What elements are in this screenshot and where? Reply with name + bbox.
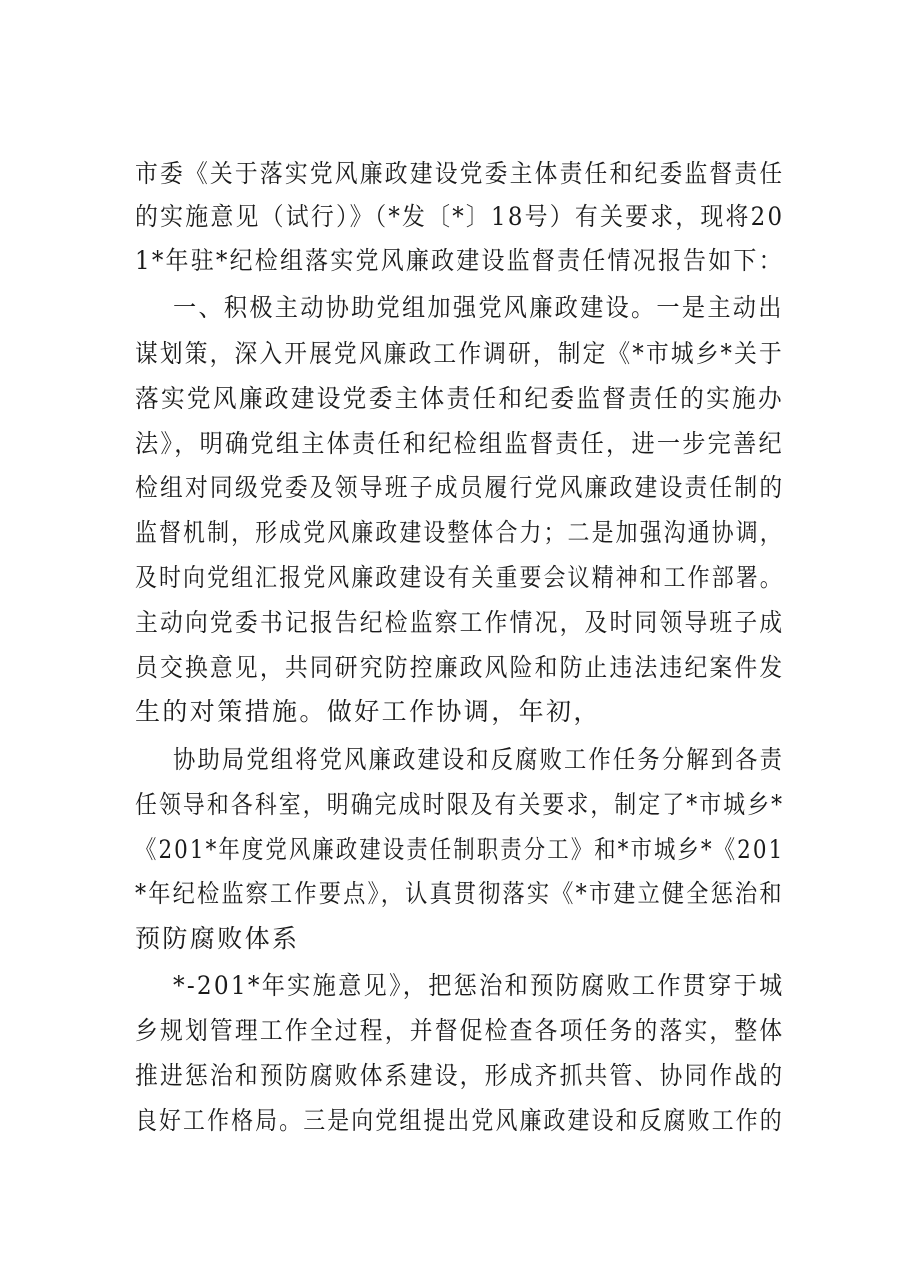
paragraph-4-line-4: 良好工作格局。三是向党组提出党风廉政建设和反腐败工作的 bbox=[135, 1106, 784, 1135]
paragraph-3-line-2: 任领导和各科室，明确完成时限及有关要求，制定了*市城乡* bbox=[135, 790, 785, 819]
paragraph-4-line-1: *-201*年实施意见》，把惩治和预防腐败工作贯穿于城 bbox=[173, 971, 785, 1000]
paragraph-1-line-1: 市委《关于落实党风廉政建设党委主体责任和纪委监督责任 bbox=[135, 159, 785, 188]
paragraph-2-line-8: 主动向党委书记报告纪检监察工作情况，及时同领导班子成 bbox=[135, 608, 785, 637]
paragraph-1-line-3: 1*年驻*纪检组落实党风廉政建设监督责任情况报告如下： bbox=[135, 246, 784, 275]
paragraph-2-line-9: 员交换意见，共同研究防控廉政风险和防止违法违纪案件发 bbox=[135, 653, 785, 682]
paragraph-3-line-4: *年纪检监察工作要点》，认真贯彻落实《*市建立健全惩治和 bbox=[135, 879, 784, 908]
paragraph-1-line-2: 的实施意见（试行）》（*发〔*〕18号）有关要求，现将20 bbox=[135, 202, 785, 231]
paragraph-2-line-3: 落实党风廉政建设党委主体责任和纪委监督责任的实施办 bbox=[135, 384, 784, 413]
paragraph-2-line-1: 一、积极主动协助党组加强党风廉政建设。一是主动出 bbox=[173, 293, 784, 322]
paragraph-4-line-3: 推进惩治和预防腐败体系建设，形成齐抓共管、协同作战的 bbox=[135, 1061, 785, 1090]
paragraph-3-line-1: 协助局党组将党风廉政建设和反腐败工作任务分解到各责 bbox=[173, 745, 785, 774]
paragraph-4-line-2: 乡规划管理工作全过程，并督促检查各项任务的落实，整体 bbox=[135, 1016, 785, 1045]
paragraph-2-line-7: 及时向党组汇报党风廉政建设有关重要会议精神和工作部署。 bbox=[135, 563, 784, 592]
paragraph-2-line-5: 检组对同级党委及领导班子成员履行党风廉政建设责任制的 bbox=[135, 473, 785, 502]
paragraph-2-line-6: 监督机制，形成党风廉政建设整体合力；二是加强沟通协调， bbox=[135, 518, 784, 547]
paragraph-2-line-4: 法》，明确党组主体责任和纪检组监督责任，进一步完善纪 bbox=[135, 429, 784, 458]
paragraph-2-line-10: 生的对策措施。做好工作协调，年初， bbox=[135, 697, 601, 726]
paragraph-3-line-3: 《201*年度党风廉政建设责任制职责分工》和*市城乡*《201 bbox=[135, 835, 785, 864]
paragraph-3-line-5: 预防腐败体系 bbox=[135, 924, 300, 953]
paragraph-2-line-2: 谋划策，深入开展党风廉政工作调研，制定《*市城乡*关于 bbox=[135, 339, 784, 368]
